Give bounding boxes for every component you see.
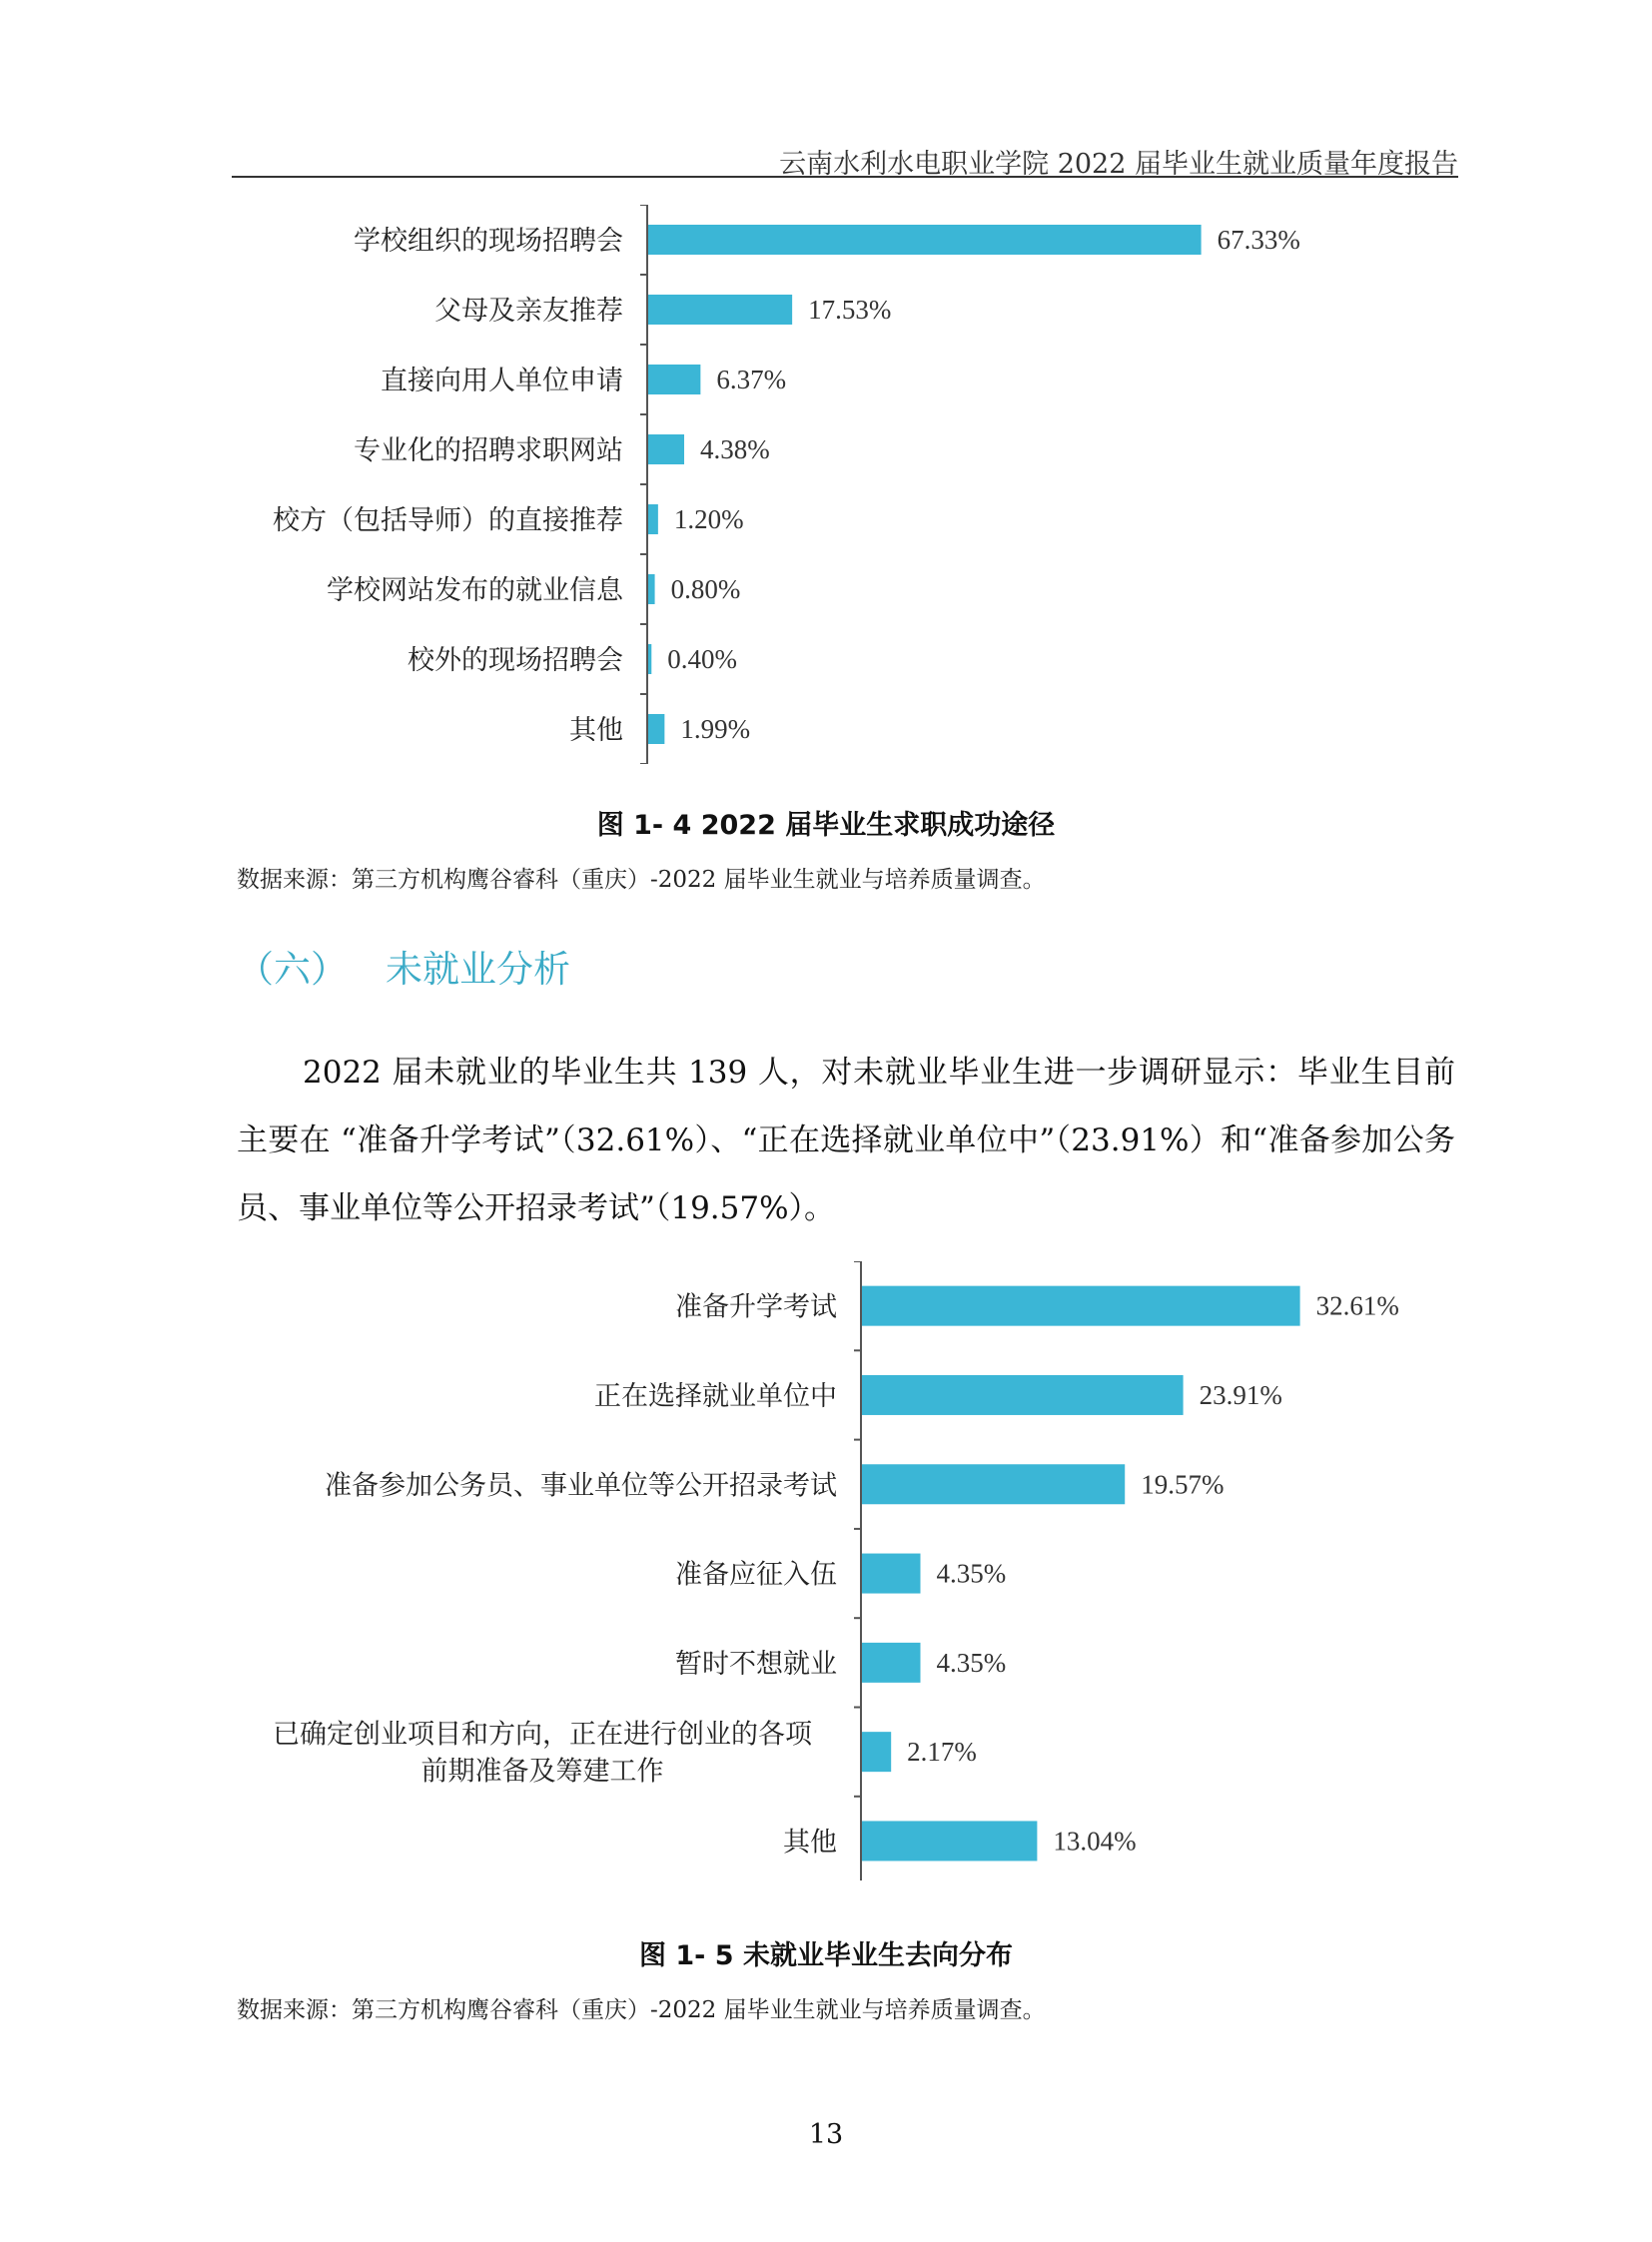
chart-2-category-label: 暂时不想就业 [675, 1648, 837, 1680]
running-header-title: 云南水利水电职业学院 2022 届毕业生就业质量年度报告 [779, 149, 1458, 180]
chart-2-data-label: 4.35% [936, 1647, 1007, 1678]
chart-unemployed-destinations [0, 1261, 1652, 1880]
chart-job-search-channels [0, 205, 1652, 764]
chart-1-bar [648, 574, 655, 604]
chart-1-data-label: 1.99% [680, 714, 751, 744]
chart-1-data-label: 1.20% [673, 504, 744, 534]
chart-2-bar [862, 1375, 1184, 1415]
chart-1-bar [648, 434, 684, 464]
chart-2-bar [862, 1554, 921, 1594]
chart-1-bar [648, 225, 1202, 255]
chart-2-bar [862, 1732, 891, 1772]
chart-1-category-label: 专业化的招聘求职网站 [354, 435, 623, 466]
chart-unemployed-destinations-svg [0, 1261, 1652, 1880]
chart-2-category-label: 准备应征入伍 [675, 1559, 837, 1591]
chart-2-category-label: 已确定创业项目和方向，正在进行创业的各项 [273, 1719, 812, 1751]
chart-1-data-label: 17.53% [808, 295, 892, 325]
chart-2-category-label: 前期准备及筹建工作 [420, 1756, 664, 1788]
section-heading [237, 939, 570, 993]
section-title: 未就业分析 [386, 948, 570, 991]
chart-1-data-label: 0.80% [670, 574, 741, 604]
chart-1-category-label: 学校网站发布的就业信息 [327, 575, 623, 606]
figure-1-5-source: 数据来源：第三方机构鹰谷睿科（重庆）-2022 届毕业生就业与培养质量调查。 [237, 1997, 1046, 2023]
chart-2-data-label: 13.04% [1053, 1826, 1137, 1857]
chart-2-category-label: 正在选择就业单位中 [594, 1380, 837, 1412]
header-rule [232, 176, 1458, 178]
chart-1-data-label: 6.37% [716, 365, 787, 394]
figure-1-4-source: 数据来源：第三方机构鹰谷睿科（重庆）-2022 届毕业生就业与培养质量调查。 [237, 867, 1046, 893]
chart-2-data-label: 32.61% [1315, 1290, 1399, 1321]
chart-2-bar [862, 1643, 921, 1683]
chart-2-data-label: 4.35% [936, 1558, 1007, 1589]
chart-1-bar [648, 714, 664, 744]
figure-1-5-caption: 图 1- 5 未就业毕业生去向分布 [639, 1940, 1013, 1971]
chart-1-category-label: 直接向用人单位申请 [381, 366, 623, 396]
chart-1-data-label: 4.38% [700, 434, 770, 464]
chart-2-bar [862, 1821, 1037, 1861]
chart-2-bar [862, 1464, 1125, 1504]
chart-2-category-label: 准备参加公务员、事业单位等公开招录考试 [325, 1470, 837, 1502]
chart-2-category-label: 其他 [783, 1827, 837, 1859]
body-paragraph: 2022 届未就业的毕业生共 139 人，对未就业毕业生进一步调研显示：毕业生目前主要在 “准备升学考试”（32.61%）、“正在选择就业单位中”（23.91%）和“准备参加公务员、事业单位等公开招录考试”（19.57%）。 [237, 1055, 1455, 1226]
chart-1-category-label: 校外的现场招聘会 [408, 645, 623, 676]
section-number: （六） [237, 948, 348, 991]
chart-1-bar [648, 644, 651, 674]
page-number: 13 [808, 2119, 844, 2150]
chart-2-category-label: 准备升学考试 [675, 1291, 837, 1323]
chart-2-bar [862, 1286, 1300, 1326]
chart-1-category-label: 学校组织的现场招聘会 [354, 226, 623, 257]
chart-1-category-label: 父母及亲友推荐 [434, 296, 623, 327]
chart-1-bar [648, 365, 700, 394]
chart-1-bar [648, 295, 792, 325]
figure-1-4-caption: 图 1- 4 2022 届毕业生求职成功途径 [596, 810, 1056, 841]
chart-2-data-label: 2.17% [907, 1737, 977, 1768]
chart-1-data-label: 0.40% [667, 644, 738, 674]
chart-1-category-label: 校方（包括导师）的直接推荐 [273, 505, 623, 536]
chart-1-data-label: 67.33% [1217, 225, 1300, 255]
chart-2-data-label: 19.57% [1141, 1469, 1225, 1500]
chart-job-search-channels-svg [0, 205, 1652, 764]
chart-2-data-label: 23.91% [1199, 1379, 1282, 1410]
chart-1-category-label: 其他 [569, 715, 623, 746]
chart-1-bar [648, 504, 658, 534]
